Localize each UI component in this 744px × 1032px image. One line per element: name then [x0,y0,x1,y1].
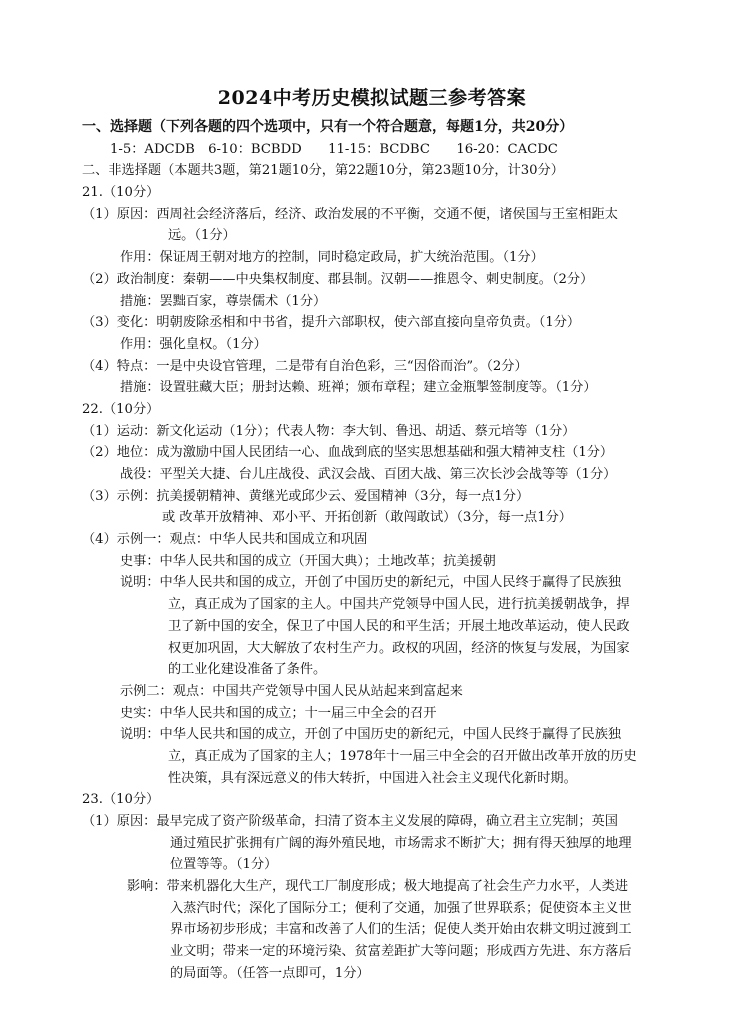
q22-p4-ex1-explain-line2: 立，真正成为了国家的主人。中国共产党领导中国人民，进行抗美援朝战争，捍 [168,597,630,613]
q21-p4-measure: 措施：设置驻藏大臣；册封达赖、班禅；颁布章程；建立金瓶掣签制度等。（1分） [120,380,597,396]
q22-p4-ex1-view: （4）示例一：观点：中华人民共和国成立和巩固 [82,532,368,548]
q23-p1-impact-line5: 的局面等。（任答一点即可，1分） [170,965,370,981]
q23-p1-reason-line2: 通过殖民扩张拥有广阔的海外殖民地，市场需求不断扩大；拥有得天独厚的地理 [170,835,632,851]
q22-p3-example: （3）示例：抗美援朝精神、黄继光或邱少云、爱国精神（3分，每一点1分） [82,488,530,504]
q22-p1: （1）运动：新文化运动（1分）；代表人物：李大钊、鲁迅、胡适、蔡元培等（1分） [82,423,576,439]
q21-p1-reason-line2: 远。（1分） [168,228,236,244]
section1-answers: 1-5：ADCDB 6-10：BCBDD 11-15：BCDBC 16-20：CACDC [110,141,558,157]
section2-heading: 二、非选择题（本题共3题，第21题10分，第22题10分，第23题10分，计30分） [82,163,564,179]
q23-p1-reason-line1: （1）原因：最早完成了资产阶级革命，扫清了资本主义发展的障碍，确立君主立宪制；英国 [82,814,618,829]
q21-p2-system: （2）政治制度：秦朝——中央集权制度、郡县制。汉朝——推恩令、刺史制度。（2分） [82,271,594,287]
q22-p4-ex1-explain-line4: 权更加巩固，大大解放了农村生产力。政权的巩固，经济的恢复与发展，为国家 [168,640,630,656]
q22-p4-ex2-explain-line3: 性决策，具有深远意义的伟大转折，中国进入社会主义现代化新时期。 [168,770,577,786]
q22-p4-ex2-explain-line1: 说明：中华人民共和国的成立，开创了中国历史的新纪元，中国人民终于赢得了民族独 [120,727,622,743]
q23-p1-reason-line3: 位置等等。（1分） [170,857,278,873]
q22-p4-ex2-view: 示例二：观点：中国共产党领导中国人民从站起来到富起来 [120,683,463,699]
q22-p4-ex1-explain-line1: 说明：中华人民共和国的成立，开创了中国历史的新纪元，中国人民终于赢得了民族独 [120,575,622,591]
q21-p1-effect: 作用：保证周王朝对地方的控制，同时稳定政局，扩大统治范围。（1分） [120,250,544,266]
q21-p3-effect: 作用：强化皇权。（1分） [120,336,267,352]
q21-p2-measure: 措施：罢黜百家，尊崇儒术（1分） [120,293,327,309]
q23-header: 23.（10分） [82,792,160,808]
q22-p4-ex1-facts: 史事：中华人民共和国的成立（开国大典）；土地改革；抗美援朝 [120,553,496,569]
q23-p1-impact-line2: 入蒸汽时代；深化了国际分工；便利了交通，加强了世界联系；促使资本主义世 [170,900,632,916]
answer-content [82,117,682,985]
q22-p4-ex1-explain-line3: 卫了新中国的安全，保卫了中国人民的和平生活；开展土地改革运动，使人民政 [168,618,630,634]
q22-header: 22.（10分） [82,401,160,417]
q21-p4-feature: （4）特点：一是中央设官管理，二是带有自治色彩，三“因俗而治”。（2分） [82,358,528,374]
q23-p1-impact-line1: 影响：带来机器化大生产，现代工厂制度形成；极大地提高了社会生产力水平，人类进 [127,879,629,895]
q22-p4-ex1-explain-line5: 的工业化建设准备了条件。 [168,662,327,678]
q21-p1-reason-line1: （1）原因：西周社会经济落后，经济、政治发展的不平衡，交通不便，诸侯国与王室相距太 [82,206,618,222]
q22-p2-battle: 战役：平型关大捷、台儿庄战役、武汉会战、百团大战、第三次长沙会战等等（1分） [120,467,617,482]
q22-p4-ex2-facts: 史实：中华人民共和国的成立；十一届三中全会的召开 [120,705,437,721]
q23-p1-impact-line4: 业文明；带来一定的环境污染、贫富差距扩大等问题；形成西方先进、东方落后 [170,944,632,960]
section1-heading: 一、选择题（下列各题的四个选项中，只有一个符合题意，每题1分，共20分） [82,119,574,135]
q23-p1-impact-line3: 界市场初步形成；丰富和改善了人们的生活；促使人类开始由农耕文明过渡到工 [170,922,632,938]
q21-header: 21.（10分） [82,185,160,201]
q22-p4-ex2-explain-line2: 立，真正成为了国家的主人；1978年十一届三中全会的召开做出改革开放的历史 [168,748,637,764]
q22-p3-or: 或 改革开放精神、邓小平、开拓创新（敢闯敢试）（3分，每一点1分） [162,510,572,526]
page-title: 2024中考历史模拟试题三参考答案 [217,87,527,109]
q21-p3-change: （3）变化：明朝废除丞相和中书省，提升六部职权，使六部直接向皇帝负责。（1分） [82,315,581,331]
q22-p2-status: （2）地位：成为激励中国人民团结一心、血战到底的坚实思想基础和强大精神支柱（1分） [82,445,614,461]
